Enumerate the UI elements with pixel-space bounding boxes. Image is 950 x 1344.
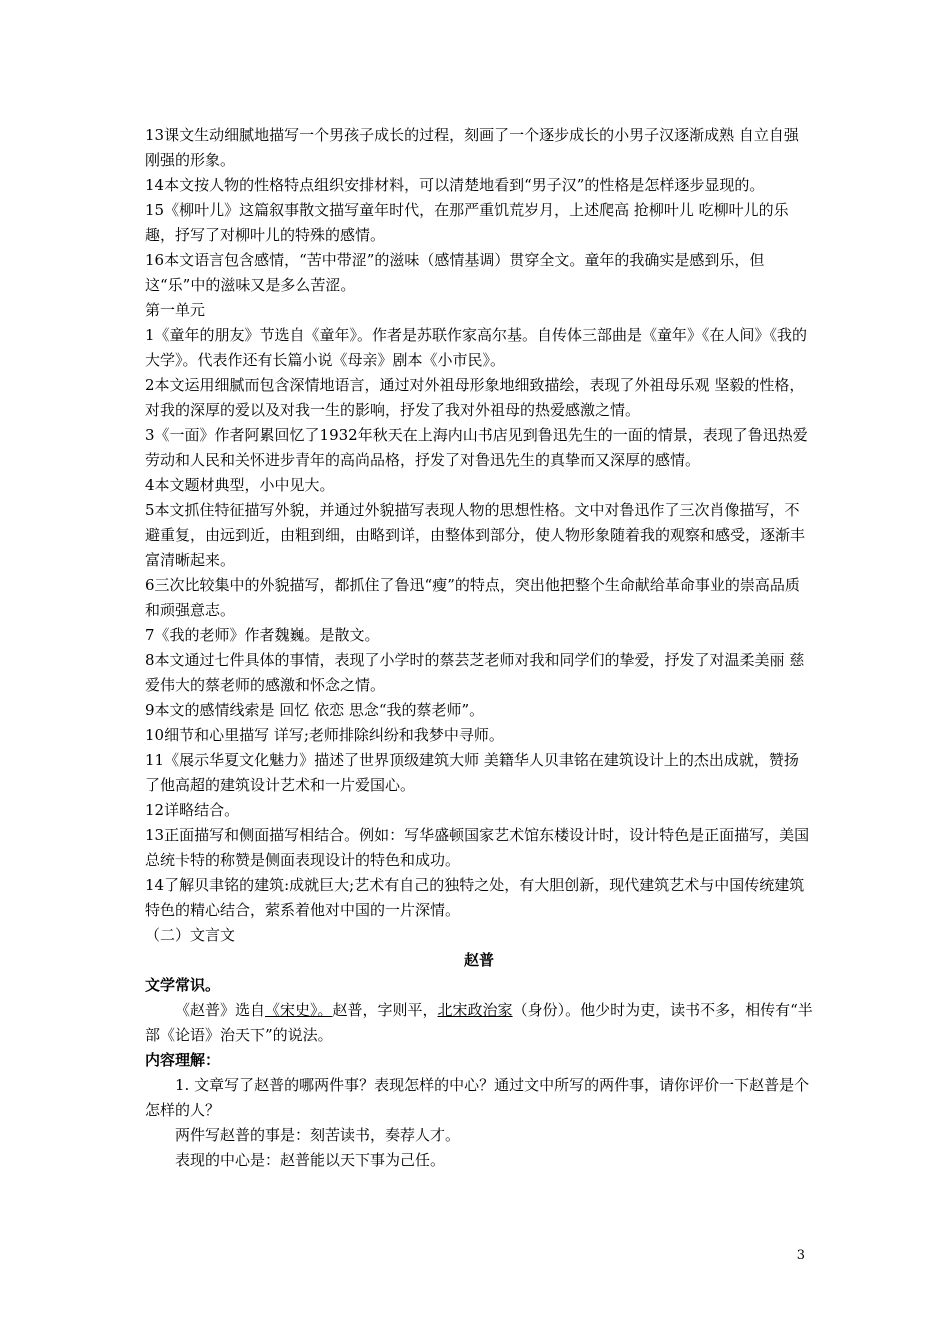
paragraph: 15《柳叶儿》这篇叙事散文描写童年时代，在那严重饥荒岁月，上述爬高 抢柳叶儿 吃柳叶儿的乐趣，抒写了对柳叶儿的特殊的感情。 [145,201,789,244]
paragraph: 2本文运用细腻而包含深情地语言，通过对外祖母形象地细致描绘，表现了外祖母乐观 坚毅的性格，对我的深厚的爱以及对我一生的影响，抒发了我对外祖母的热爱感激之情。 [145,376,805,419]
intro-paragraph [145,998,813,1048]
role-text: 北宋政治家 [437,1001,513,1019]
paragraph: 14了解贝聿铭的建筑:成就巨大;艺术有自己的独特之处，有大胆创新，现代建筑艺术与中国传统建筑特色的精心结合，萦系着他对中国的一片深情。 [145,876,805,919]
paragraph: 11《展示华夏文化魅力》描述了世界顶级建筑大师 美籍华人贝聿铭在建筑设计上的杰出成就，赞扬了他高超的建筑设计艺术和一片爱国心。 [145,751,799,794]
intro-text: 赵普，字则平， [332,1001,438,1019]
document-page [145,123,813,1173]
literature-knowledge-heading: 文学常识。 [145,976,221,994]
paragraph: 13课文生动细腻地描写一个男孩子成长的过程，刻画了一个逐步成长的小男子汉逐渐成熟 自立自强 刚强的形象。 [145,126,799,169]
paragraph: 4本文题材典型，小中见大。 [145,476,335,494]
paragraph: 13正面描写和侧面描写相结合。例如：写华盛顿国家艺术馆东楼设计时，设计特色是正面描写，美国总统卡特的称赞是侧面表现设计的特色和成功。 [145,826,810,869]
answer: 表现的中心是：赵普能以天下事为己任。 [175,1151,446,1169]
book-title: 《宋史》。 [265,1001,333,1019]
paragraph: 16本文语言包含感情，“苦中带涩”的滋味（感情基调）贯穿全文。童年的我确实是感到乐，但这“乐”中的滋味又是多么苦涩。 [145,251,765,294]
section-label: （二）文言文 [145,926,236,944]
paragraph: 12详略结合。 [145,801,240,819]
paragraph: 7《我的老师》作者魏巍。是散文。 [145,626,380,644]
paragraph: 3《一面》作者阿累回忆了1932年秋天在上海内山书店见到鲁迅先生的一面的情景，表现了鲁迅热爱劳动和人民和关怀进步青年的高尚品格，抒发了对鲁迅先生的真挚而又深厚的感情。 [145,426,808,469]
paragraph: 6三次比较集中的外貌描写，都抓住了鲁迅“瘦”的特点，突出他把整个生命献给革命事业的崇高品质和顽强意志。 [145,576,800,619]
answer: 两件写赵普的事是：刻苦读书，奏荐人才。 [175,1126,461,1144]
paragraph: 1《童年的朋友》节选自《童年》。作者是苏联作家高尔基。自传体三部曲是《童年》《在人间》《我的大学》。代表作还有长篇小说《母亲》剧本《小市民》。 [145,326,808,369]
section-title: 赵普 [463,951,494,969]
intro-text: 《赵普》选自 [175,1001,266,1019]
content-understanding-heading: 内容理解： [145,1051,221,1069]
question: 1. 文章写了赵普的哪两件事？表现怎样的中心？通过文中所写的两件事，请你评价一下赵普是个怎样的人？ [145,1076,810,1119]
paragraph: 5本文抓住特征描写外貌，并通过外貌描写表现人物的思想性格。文中对鲁迅作了三次肖像描写，不避重复，由远到近，由粗到细，由略到详，由整体到部分，使人物形象随着我的观察和感受，逐渐丰富清晰起来。 [145,501,806,569]
intro-text: （身份）。他少时为吏，读书不多，相传有“半部《论语》治天下”的说法。 [145,1001,813,1044]
paragraph: 9本文的感情线索是 回忆 依恋 思念“我的蔡老师”。 [145,701,485,719]
paragraph: 10细节和心里描写 详写;老师排除纠纷和我梦中寻师。 [145,726,504,744]
unit-heading: 第一单元 [145,301,206,319]
paragraph: 14本文按人物的性格特点组织安排材料，可以清楚地看到“男子汉”的性格是怎样逐步显现的。 [145,176,765,194]
paragraph: 8本文通过七件具体的事情，表现了小学时的蔡芸芝老师对我和同学们的挚爱，抒发了对温柔美丽 慈爱伟大的蔡老师的感激和怀念之情。 [145,651,805,694]
page-number: 3 [796,1248,805,1263]
